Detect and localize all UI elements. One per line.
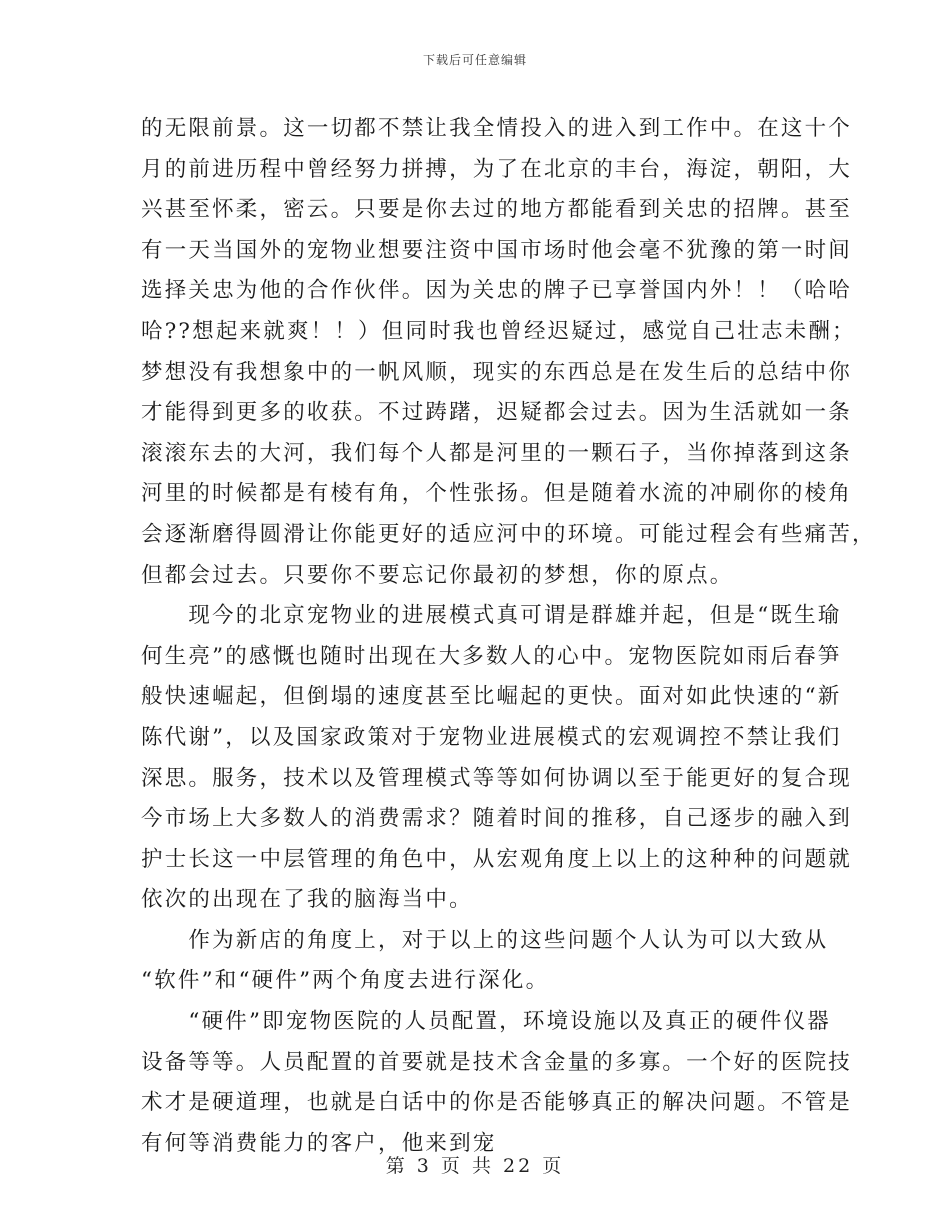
- text-line: 今市场上大多数人的消费需求？随着时间的推移，自己逐步的融入到: [141, 806, 853, 832]
- text-line: 月的前进历程中曾经努力拼搏，为了在北京的丰台，海淀，朝阳，大: [141, 156, 853, 182]
- text-line: 兴甚至怀柔，密云。只要是你去过的地方都能看到关忠的招牌。甚至: [141, 197, 853, 223]
- page-header: 下载后可任意编辑: [422, 53, 527, 67]
- text-line: 的无限前景。这一切都不禁让我全情投入的进入到工作中。在这十个: [141, 116, 853, 141]
- text-line: 河里的时候都是有棱有角，个性张扬。但是随着水流的冲刷你的棱角: [141, 481, 853, 507]
- text-line: “软件”和“硬件”两个角度去进行深化。: [141, 968, 550, 994]
- text-line: 依次的出现在了我的脑海当中。: [141, 887, 473, 913]
- text-line: 护士长这一中层管理的角色中，从宏观角度上以上的这种种的问题就: [141, 846, 853, 872]
- text-line: 术才是硬道理，也就是白话中的你是否能够真正的解决问题。不管是: [141, 1090, 853, 1116]
- text-line: 作为新店的角度上，对于以上的这些问题个人认为可以大致从: [141, 927, 829, 953]
- text-line: 何生亮”的感慨也随时出现在大多数人的心中。宠物医院如雨后春笋: [141, 643, 842, 669]
- text-line: 有一天当国外的宠物业想要注资中国市场时他会毫不犹豫的第一时间: [141, 237, 853, 263]
- text-line: 但都会过去。只要你不要忘记你最初的梦想，你的原点。: [141, 562, 734, 588]
- text-line: 滚滚东去的大河，我们每个人都是河里的一颗石子，当你掉落到这条: [141, 440, 853, 466]
- text-line: 才能得到更多的收获。不过踌躇，迟疑都会过去。因为生活就如一条: [141, 400, 853, 426]
- text-line: 深思。服务，技术以及管理模式等等如何协调以至于能更好的复合现: [141, 765, 853, 791]
- text-line: 设备等等。人员配置的首要就是技术含金量的多寡。一个好的医院技: [141, 1049, 853, 1075]
- text-line: 哈??想起来就爽！！）但同时我也曾经迟疑过，感觉自己壮志未酬；: [141, 318, 856, 344]
- text-line: 般快速崛起，但倒塌的速度甚至比崛起的更快。面对如此快速的“新: [141, 684, 842, 710]
- text-line: 梦想没有我想象中的一帆风顺，现实的东西总是在发生后的总结中你: [141, 359, 853, 385]
- text-line: 选择关忠为他的合作伙伴。因为关忠的牌子已享誉国内外！！（哈哈: [141, 278, 853, 304]
- page-footer: 第 3 页 共 22 页: [385, 1155, 565, 1177]
- text-line: 会逐渐磨得圆滑让你能更好的适应河中的环境。可能过程会有些痛苦，: [141, 521, 876, 547]
- text-line: 现今的北京宠物业的进展模式真可谓是群雄并起，但是“既生瑜: [141, 603, 842, 629]
- text-line: 陈代谢”，以及国家政策对于宠物业进展模式的宏观调控不禁让我们: [141, 724, 842, 750]
- body-text: [141, 109, 876, 1164]
- text-line: “硬件”即宠物医院的人员配置，环境设施以及真正的硬件仪器: [141, 1009, 831, 1035]
- text-line: 有何等消费能力的客户，他来到宠: [141, 1130, 497, 1156]
